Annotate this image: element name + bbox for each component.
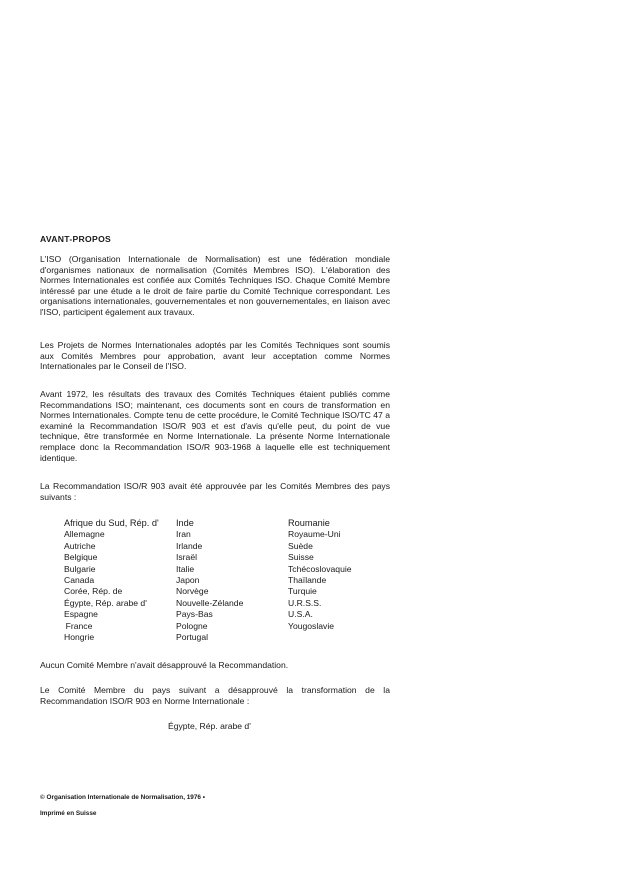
country-entry: Portugal xyxy=(176,632,209,643)
country-entry: Roumanie xyxy=(288,518,330,528)
country-entry: Canada xyxy=(64,575,95,586)
country-entry: Hongrie xyxy=(64,632,95,643)
country-entry: Iran xyxy=(176,529,191,540)
country-entry: Tchécoslovaquie xyxy=(288,563,352,574)
country-entry: Autriche xyxy=(64,540,96,551)
country-entry: Yougoslavie xyxy=(288,620,335,631)
countries-column-1 xyxy=(64,518,176,643)
country-entry: Japon xyxy=(176,575,200,586)
country-entry: Égypte, Rép. arabe d' xyxy=(64,597,147,608)
country-entry: Belgique xyxy=(64,552,98,563)
disapproving-country: Égypte, Rép. arabe d' xyxy=(168,721,251,731)
country-entry: Royaume-Uni xyxy=(288,529,341,540)
country-entry: Turquie xyxy=(288,586,317,597)
country-entry: Bulgarie xyxy=(64,563,96,574)
copyright-notice: © Organisation Internationale de Normalisation, 1976 • xyxy=(40,794,205,801)
country-entry: Suisse xyxy=(288,552,314,563)
country-entry: Inde xyxy=(176,518,194,528)
paragraph-approval-list-intro: La Recommandation ISO/R 903 avait été approuvée par les Comités Membres des pays suivants : xyxy=(40,481,390,502)
country-entry: Israël xyxy=(176,552,198,563)
country-entry: Allemagne xyxy=(64,529,105,540)
country-entry: France xyxy=(65,620,93,631)
country-entry: Thaïlande xyxy=(288,575,327,586)
paragraph-iso-intro: L'ISO (Organisation Internationale de Normalisation) est une fédération mondiale d'organismes nationaux de normalisation (Comités Membres ISO). L'élaboration des Normes Internationales est confiée aux Comités Techniques ISO. Chaque Comité Membre intéressé par une étude a le droit de faire partie du Comité Technique correspondant. Les organisations internationales, gouvernementales et non gouvernementales, en liaison avec l'ISO, participent également aux travaux. xyxy=(40,254,390,317)
country-entry: Corée, Rép. de xyxy=(64,586,123,597)
country-entry: Pologne xyxy=(176,620,208,631)
paragraph-history: Avant 1972, les résultats des travaux des Comités Techniques étaient publiés comme Recommandations ISO; maintenant, ces documents sont en cours de transformation en Normes Internationales. Compte tenu de cette procédure, le Comité Technique ISO/TC 47 a examiné la Recommandation ISO/R 903 et est d'avis qu'elle peut, du point de vue technique, être transformée en Norme Internationale. La présente Norme Internationale remplace donc la Recommandation ISO/R 903-1968 à laquelle elle est techniquement identique. xyxy=(40,389,390,463)
page-heading: AVANT-PROPOS xyxy=(40,234,112,244)
country-entry: Italie xyxy=(176,563,195,574)
country-entry: U.R.S.S. xyxy=(288,597,322,608)
country-entry: Norvège xyxy=(176,586,209,597)
printed-in-notice: Imprimé en Suisse xyxy=(40,810,97,817)
country-entry: Nouvelle-Zélande xyxy=(176,597,244,608)
countries-column-3 xyxy=(288,518,352,643)
country-entry: Suède xyxy=(288,540,313,551)
countries-column-2 xyxy=(176,518,288,643)
country-entry: Irlande xyxy=(176,540,203,551)
country-entry: Espagne xyxy=(64,609,98,620)
paragraph-approval-process: Les Projets de Normes Internationales adoptés par les Comités Techniques sont soumis aux Comités Membres pour approbation, avant leur acceptation comme Normes Internationales par le Conseil de l'ISO. xyxy=(40,340,390,372)
country-entry: Pays-Bas xyxy=(176,609,213,620)
paragraph-disapproval: Le Comité Membre du pays suivant a désapprouvé la transformation de la Recommandation ISO/R 903 en Norme Internationale : xyxy=(40,685,390,706)
approving-countries-table xyxy=(64,518,394,643)
country-entry: Afrique du Sud, Rép. d' xyxy=(64,518,159,528)
paragraph-no-disapproval: Aucun Comité Membre n'avait désapprouvé la Recommandation. xyxy=(40,660,289,670)
country-entry: U.S.A. xyxy=(288,609,313,620)
